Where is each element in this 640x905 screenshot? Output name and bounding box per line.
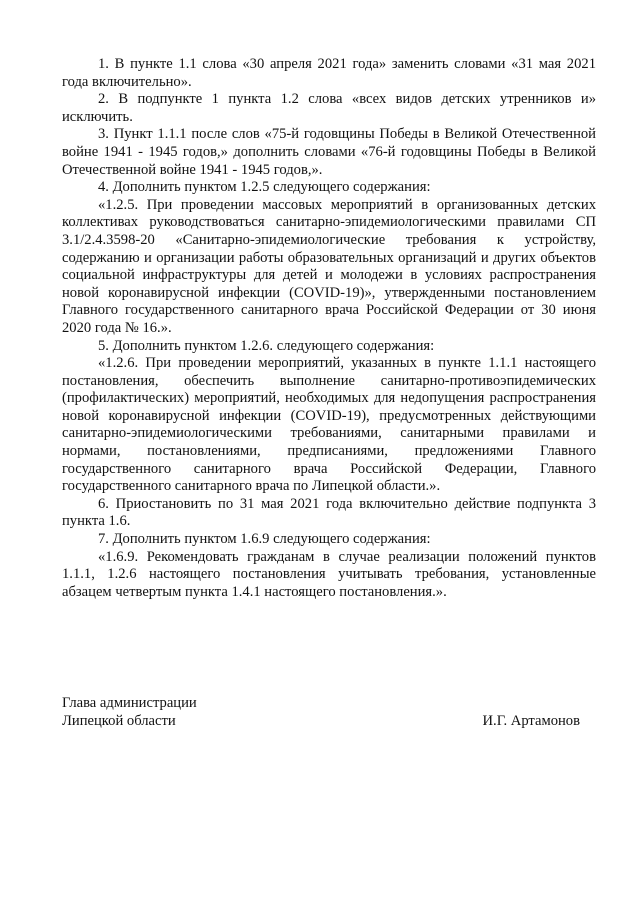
- paragraph-5: 5. Дополнить пунктом 1.2.6. следующего содержания:: [98, 337, 435, 354]
- document-body: [62, 56, 596, 601]
- paragraph-6: 6. Приостановить по 31 мая 2021 года включительно действие подпункта 3 пункта 1.6.: [62, 495, 596, 530]
- paragraph-5-quote: «1.2.6. При проведении мероприятий, указанных в пункте 1.1.1 настоящего постановления, обеспечить выполнение санитарно-противоэпидемических (профилактических) мероприятий, необходимых для недопущения распространения новой коронавирусной инфекции (COVID-19), предусмотренных действующими санитарно-эпидемиологическими требованиями, санитарными правилами и нормами, постановлениями, предписаниями, предложениями Главного государственного санитарного врача Российской Федерации, Главного государственного санитарного врача по Липецкой области.».: [62, 355, 596, 495]
- paragraph-2: 2. В подпункте 1 пункта 1.2 слова «всех видов детских утренников и» исключить.: [62, 91, 596, 125]
- signature-title-line2: Липецкой области: [62, 712, 176, 729]
- paragraph-7: 7. Дополнить пунктом 1.6.9 следующего содержания:: [98, 531, 431, 548]
- signature-block: [62, 695, 596, 730]
- paragraph-4-quote: «1.2.5. При проведении массовых мероприятий в организованных детских коллективах руководствоваться санитарно-эпидемиологическими правилами СП 3.1/2.4.3598-20 «Санитарно-эпидемиологические требования к устройству, содержанию и организации работы образовательных организаций и других объектов социальной инфраструктуры для детей и молодежи в условиях распространения новой коронавирусной инфекции (COVID-19)», утвержденными постановлением Главного государственного санитарного врача Российской Федерации от 30 июня 2020 года № 16.».: [62, 196, 596, 336]
- paragraph-1: 1. В пункте 1.1 слова «30 апреля 2021 года» заменить словами «31 мая 2021 года включительно».: [62, 56, 596, 90]
- paragraph-7-quote: «1.6.9. Рекомендовать гражданам в случае реализации положений пунктов 1.1.1, 1.2.6 настоящего постановления учитывать требования, установленные абзацем четвертым пункта 1.4.1 настоящего постановления.».: [62, 548, 596, 600]
- paragraph-3: 3. Пункт 1.1.1 после слов «75-й годовщины Победы в Великой Отечественной войне 1941 - 1945 годов,» дополнить словами «76-й годовщины Победы в Великой Отечественной войне 1941 - 1945 годов,».: [62, 126, 596, 178]
- signature-title-line1: Глава администрации: [62, 695, 197, 711]
- signatory-name: И.Г. Артамонов: [482, 712, 580, 729]
- paragraph-4: 4. Дополнить пунктом 1.2.5 следующего содержания:: [98, 179, 431, 196]
